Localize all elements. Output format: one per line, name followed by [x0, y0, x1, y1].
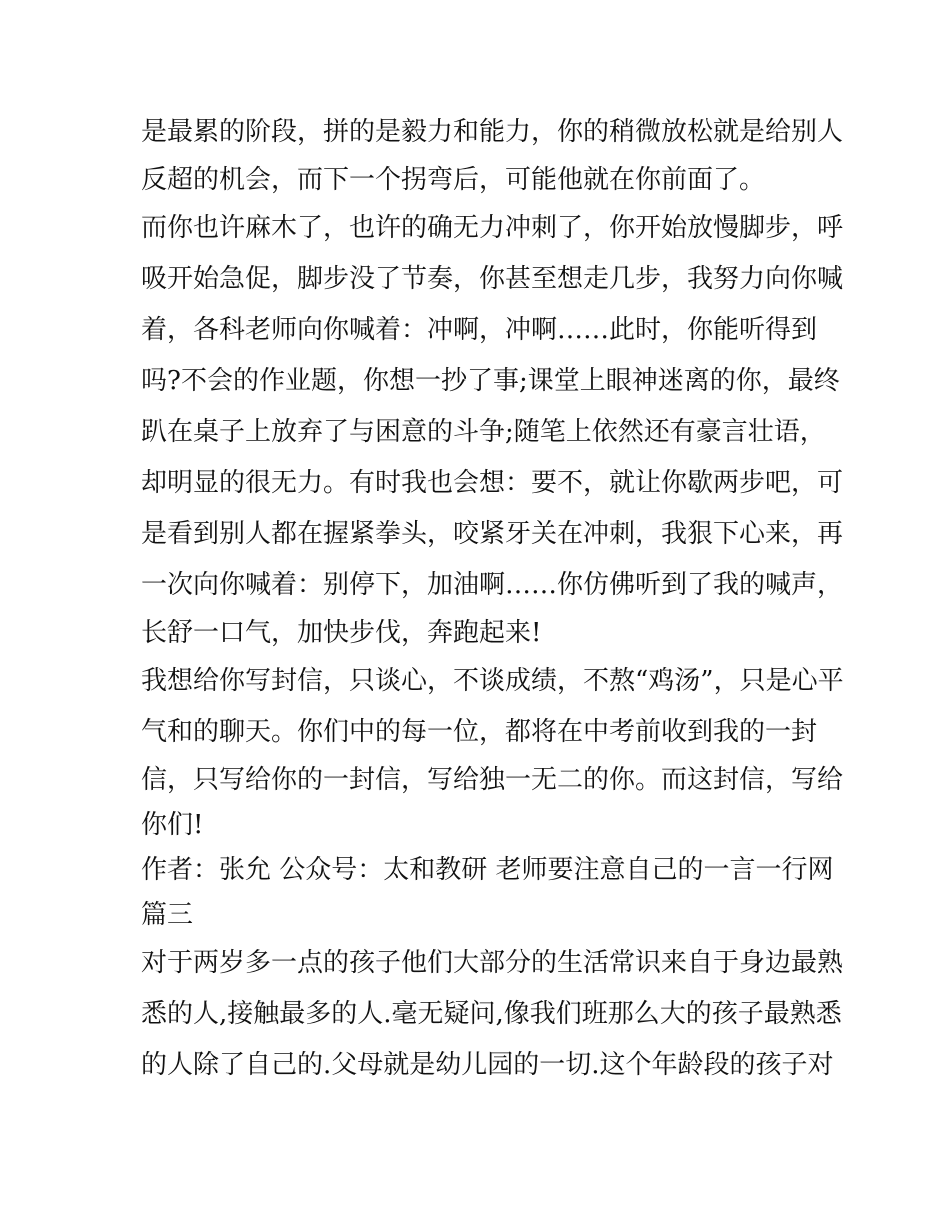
document-body — [141, 107, 844, 1091]
author-line: 作者：张允 公众号：太和教研 老师要注意自己的一言一行网 — [141, 855, 834, 885]
text-line: 是看到别人都在握紧拳头，咬紧牙关在冲刺，我狠下心来，再 — [141, 519, 844, 549]
text-line: 你们! — [141, 810, 204, 840]
text-line: 信，只写给你的一封信，写给独一无二的你。而这封信，写给 — [141, 765, 844, 795]
text-line: 的人除了自己的.父母就是幼儿园的一切.这个年龄段的孩子对 — [141, 1050, 834, 1080]
text-line: 悉的人,接触最多的人.毫无疑问,像我们班那么大的孩子最熟悉 — [141, 999, 842, 1029]
text-line: 长舒一口气，加快步伐，奔跑起来! — [141, 618, 542, 648]
text-line: 吸开始急促，脚步没了节奏，你甚至想走几步，我努力向你喊 — [141, 264, 844, 294]
text-line: 我想给你写封信，只谈心，不谈成绩，不熬“鸡汤”，只是心平 — [141, 666, 844, 696]
text-line: 趴在桌子上放弃了与困意的斗争;随笔上依然还有豪言壮语， — [141, 417, 826, 447]
text-line: 吗?不会的作业题，你想一抄了事;课堂上眼神迷离的你，最终 — [141, 366, 840, 396]
text-line: 一次向你喊着：别停下，加油啊……你仿佛听到了我的喊声， — [141, 570, 844, 600]
text-line: 着，各科老师向你喊着：冲啊，冲啊……此时，你能听得到 — [141, 315, 818, 345]
text-line: 却明显的很无力。有时我也会想：要不，就让你歇两步吧，可 — [141, 468, 844, 498]
section-heading: 篇三 — [141, 900, 194, 930]
text-line: 气和的聊天。你们中的每一位，都将在中考前收到我的一封 — [141, 717, 818, 747]
text-line: 是最累的阶段，拼的是毅力和能力，你的稍微放松就是给别人 — [141, 117, 844, 147]
text-line: 对于两岁多一点的孩子他们大部分的生活常识来自于身边最熟 — [141, 948, 844, 978]
text-line: 反超的机会，而下一个拐弯后，可能他就在你前面了。 — [141, 165, 766, 195]
text-line: 而你也许麻木了，也许的确无力冲刺了，你开始放慢脚步，呼 — [141, 213, 844, 243]
